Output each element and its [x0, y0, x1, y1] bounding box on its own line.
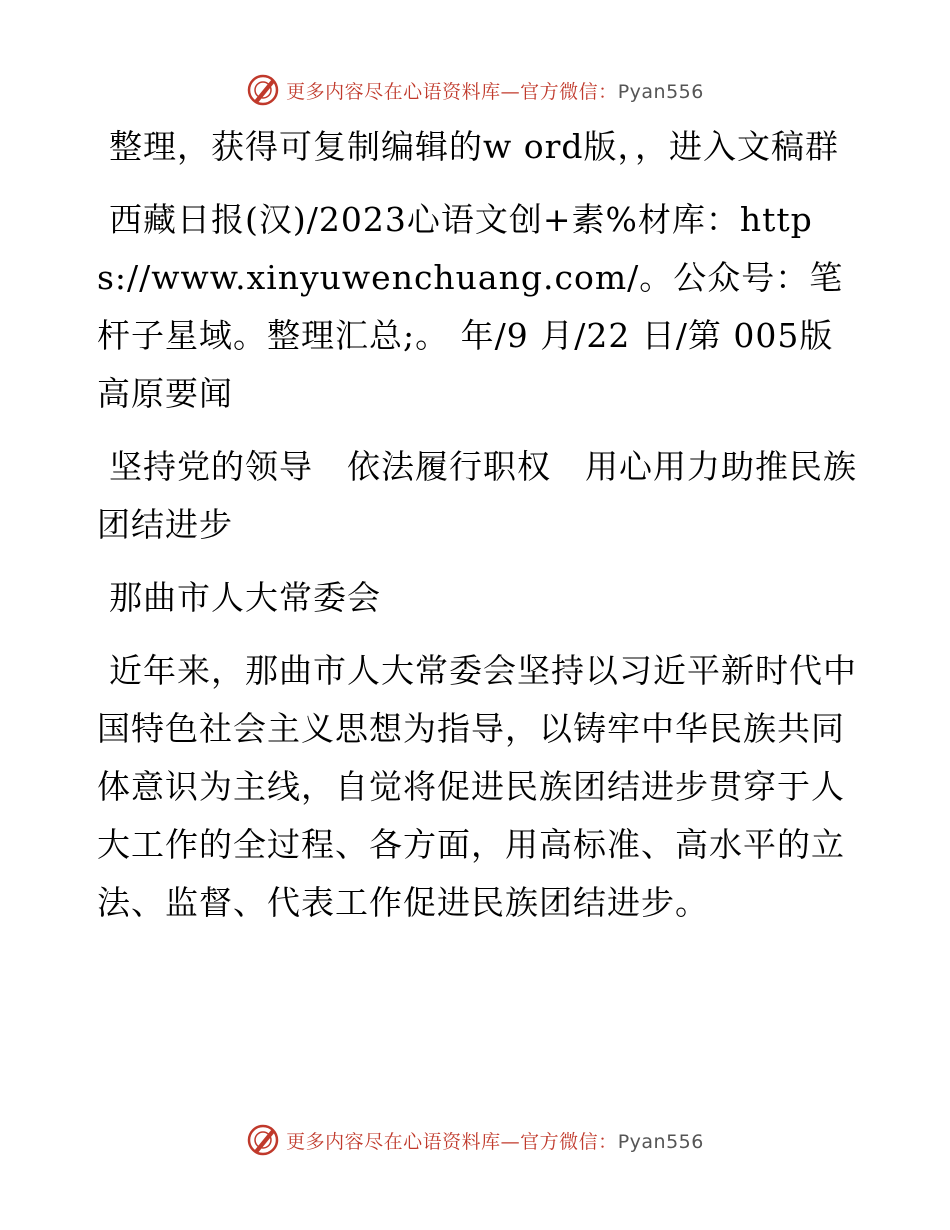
banner-text	[286, 1127, 704, 1154]
banner-title: 更多内容尽在心语资料库	[286, 1130, 501, 1153]
banner-wechat-id: Pyan556	[617, 1130, 704, 1153]
banner-wechat-label: 官方微信：	[520, 1130, 618, 1153]
banner-title: 更多内容尽在心语资料库	[286, 80, 501, 103]
banner-dash: —	[500, 1130, 521, 1153]
paragraph-source: 西藏日报(汉)/2023心语文创+素%材库：https://www.xinyuwenchuang.com/。公众号：笔杆子星域。整理汇总;。 年/9 月/22 日/第 005版高原要闻	[97, 200, 844, 413]
banner-text	[286, 77, 704, 104]
pen-logo-icon	[246, 73, 280, 107]
banner-wechat-label: 官方微信：	[520, 80, 618, 103]
document-body	[97, 118, 857, 947]
banner-wechat-id: Pyan556	[617, 80, 704, 103]
article-author: 那曲市人大常委会	[109, 578, 381, 617]
footer-banner	[0, 1120, 950, 1160]
article-body: 近年来，那曲市人大常委会坚持以习近平新时代中国特色社会主义思想为指导，以铸牢中华民族共同体意识为主线，自觉将促进民族团结进步贯穿于人大工作的全过程、各方面，用高标准、高水平的立法、监督、代表工作促进民族团结进步。	[97, 651, 857, 922]
article-headline: 坚持党的领导 依法履行职权 用心用力助推民族团结进步	[97, 447, 857, 544]
pen-logo-icon	[246, 1123, 280, 1157]
paragraph-intro: 整理，获得可复制编辑的w ord版，，进入文稿群	[109, 127, 840, 166]
header-banner	[0, 70, 950, 110]
banner-dash: —	[500, 80, 521, 103]
